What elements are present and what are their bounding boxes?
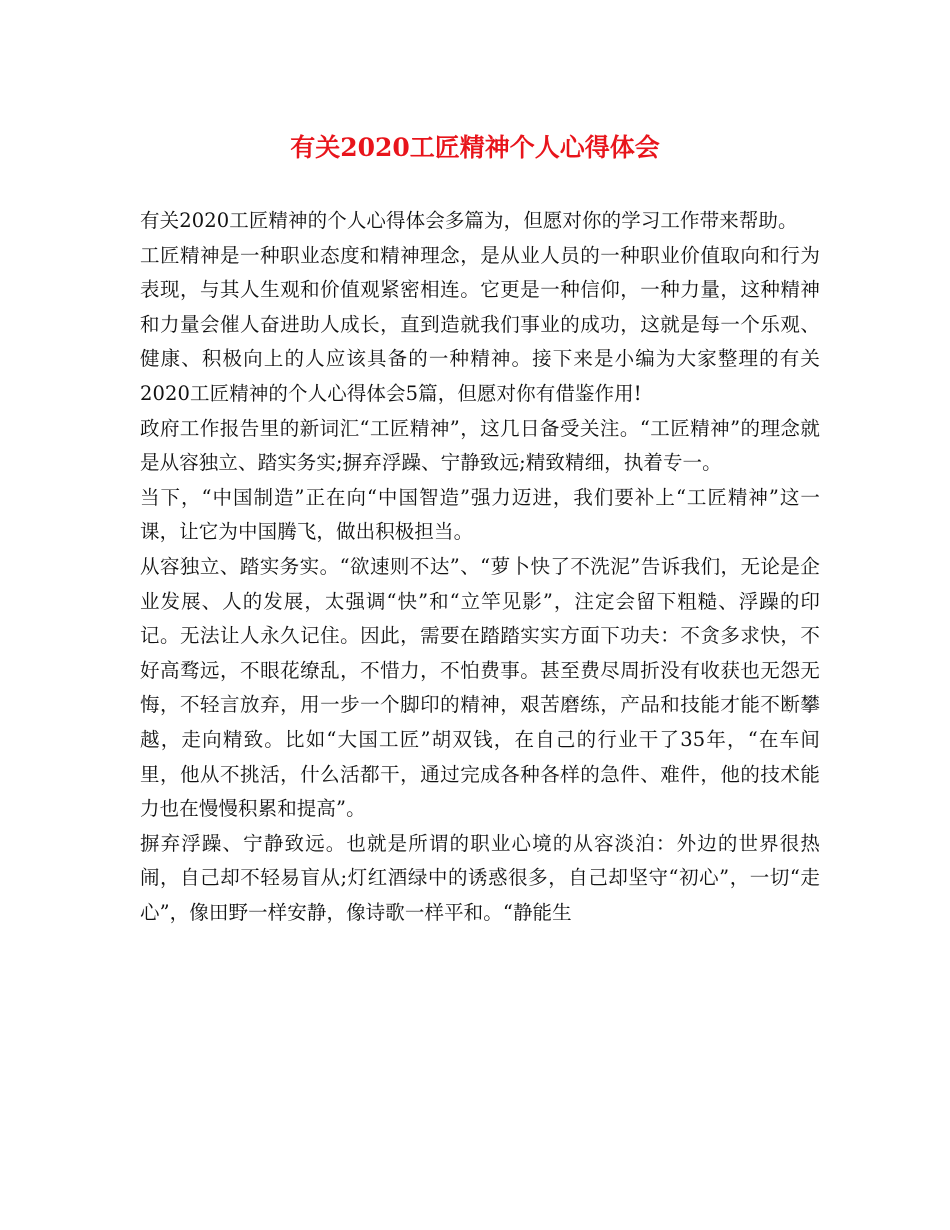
document-title: 有关2020工匠精神个人心得体会 <box>290 133 660 162</box>
paragraph-intro: 有关2020工匠精神的个人心得体会多篇为，但愿对你的学习工作带来帮助。 <box>140 209 798 232</box>
document-body <box>140 204 820 930</box>
paragraph-government-report: 政府工作报告里的新词汇“工匠精神”，这几日备受关注。“工匠精神”的理念就是从容独立、踏实务实;摒弃浮躁、宁静致远;精致精细，执着专一。 <box>140 416 820 475</box>
paragraph-independent-practical: 从容独立、踏实务实。“欲速则不达”、“萝卜快了不洗泥”告诉我们，无论是企业发展、人的发展，太强调“快”和“立竿见影”，注定会留下粗糙、浮躁的印记。无法让人永久记住。因此，需要在踏踏实实方面下功夫：不贪多求快，不好高骛远，不眼花缭乱，不惜力，不怕费事。甚至费尽周折没有收获也无怨无悔，不轻言放弃，用一步一个脚印的精神，艰苦磨练，产品和技能才能不断攀越，走向精致。比如“大国工匠”胡双钱，在自己的行业干了35年，“在车间里，他从不挑活，什么活都干，通过完成各种各样的急件、难件，他的技术能力也在慢慢积累和提高”。 <box>140 554 820 821</box>
paragraph-definition: 工匠精神是一种职业态度和精神理念，是从业人员的一种职业价值取向和行为表现，与其人生观和价值观紧密相连。它更是一种信仰，一种力量，这种精神和力量会催人奋进助人成长，直到造就我们事业的成功，这就是每一个乐观、健康、积极向上的人应该具备的一种精神。接下来是小编为大家整理的有关2020工匠精神的个人心得体会5篇，但愿对你有借鉴作用! <box>140 243 820 405</box>
paragraph-china-manufacturing: 当下，“中国制造”正在向“中国智造”强力迈进，我们要补上“工匠精神”这一课，让它为中国腾飞，做出积极担当。 <box>140 485 820 544</box>
paragraph-abandon-impetuous: 摒弃浮躁、宁静致远。也就是所谓的职业心境的从容淡泊：外边的世界很热闹，自己却不轻易盲从;灯红酒绿中的诱惑很多，自己却坚守“初心”，一切“走心”，像田野一样安静，像诗歌一样平和。“静能生 <box>140 831 820 924</box>
